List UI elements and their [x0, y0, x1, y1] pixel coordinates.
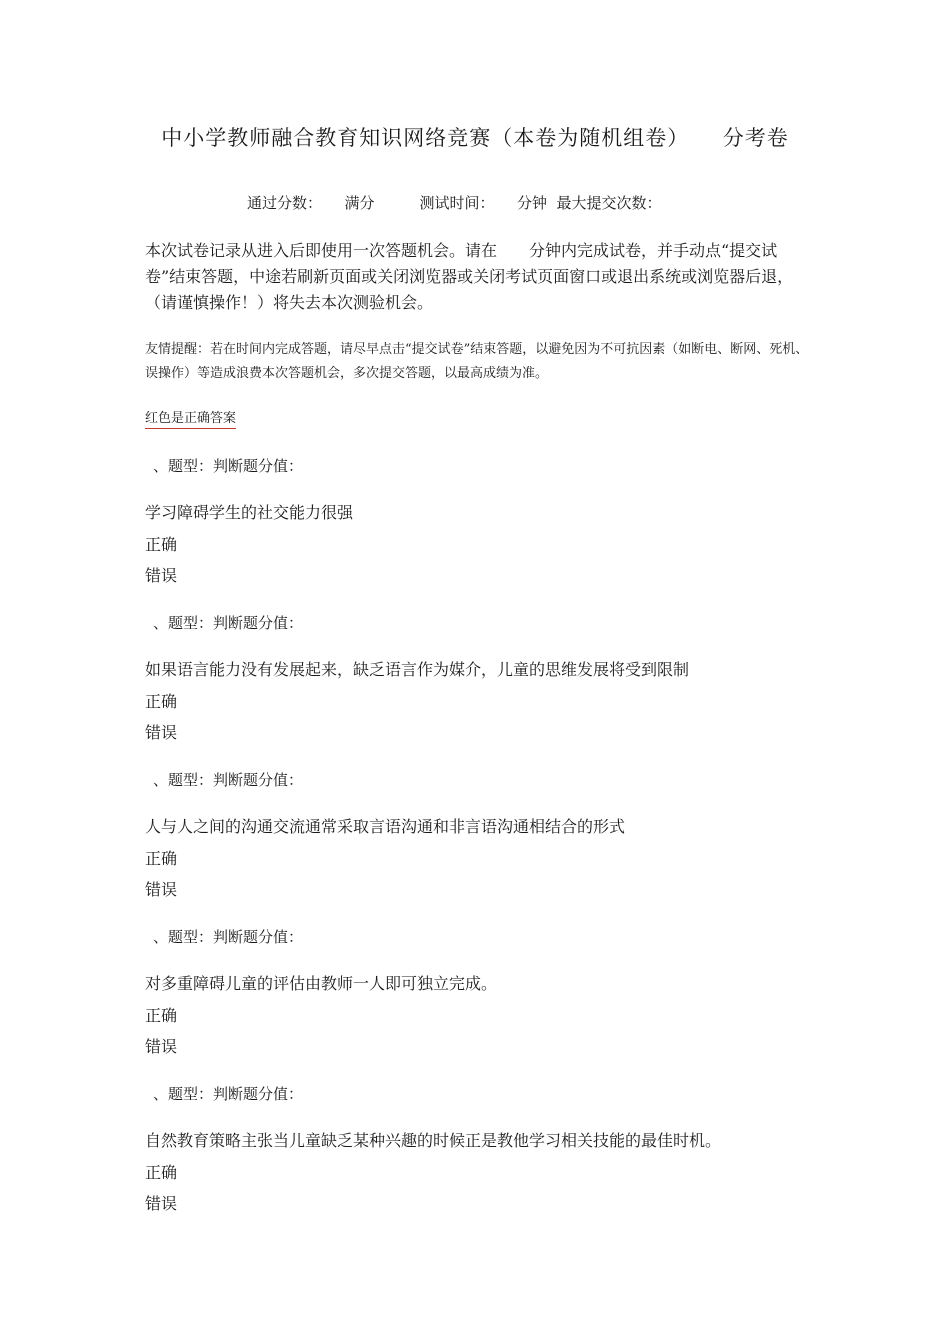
question-item	[145, 612, 825, 769]
option-true[interactable]: 正确	[145, 535, 178, 554]
question-type-header: 、题型：判断题分值：	[153, 457, 304, 475]
option-true[interactable]: 正确	[145, 849, 178, 868]
question-item	[145, 1083, 825, 1240]
option-false[interactable]: 错误	[145, 566, 178, 585]
question-type-header: 、题型：判断题分值：	[153, 771, 304, 789]
question-type-header: 、题型：判断题分值：	[153, 928, 304, 946]
option-false[interactable]: 错误	[145, 723, 178, 742]
option-true[interactable]: 正确	[145, 1006, 178, 1025]
question-text: 对多重障碍儿童的评估由教师一人即可独立完成。	[145, 974, 498, 993]
option-false[interactable]: 错误	[145, 880, 178, 899]
question-text: 自然教育策略主张当儿童缺乏某种兴趣的时候正是教他学习相关技能的最佳时机。	[145, 1131, 722, 1150]
question-type-header: 、题型：判断题分值：	[153, 614, 304, 632]
exam-meta-info: 通过分数： 满分 测试时间： 分钟 最大提交次数：	[247, 194, 662, 212]
page-title: 中小学教师融合教育知识网络竞赛（本卷为随机组卷） 分考卷	[161, 126, 789, 150]
friendly-reminder: 友情提醒：若在时间内完成答题，请尽早点击“提交试卷”结束答题，以避免因为不可抗因素（如断电、断网、死机、误操作）等造成浪费本次答题机会，多次提交答题，以最高成绩为准。	[145, 342, 809, 381]
option-false[interactable]: 错误	[145, 1194, 178, 1213]
question-text: 学习障碍学生的社交能力很强	[145, 503, 354, 522]
answer-color-note: 红色是正确答案	[145, 410, 236, 429]
question-text: 人与人之间的沟通交流通常采取言语沟通和非言语沟通相结合的形式	[145, 817, 626, 836]
option-true[interactable]: 正确	[145, 692, 178, 711]
option-false[interactable]: 错误	[145, 1037, 178, 1056]
question-item	[145, 926, 825, 1083]
option-true[interactable]: 正确	[145, 1163, 178, 1182]
question-item	[145, 455, 825, 612]
question-item	[145, 769, 825, 926]
question-type-header: 、题型：判断题分值：	[153, 1085, 304, 1103]
question-text: 如果语言能力没有发展起来，缺乏语言作为媒介，儿童的思维发展将受到限制	[145, 660, 690, 679]
exam-instructions: 本次试卷记录从进入后即使用一次答题机会。请在 分钟内完成试卷，并手动点“提交试卷”结束答题，中途若刷新页面或关闭浏览器或关闭考试页面窗口或退出系统或浏览器后退，（请谨慎操作！）将失去本次测验机会。	[145, 241, 794, 312]
question-list	[145, 455, 825, 1240]
